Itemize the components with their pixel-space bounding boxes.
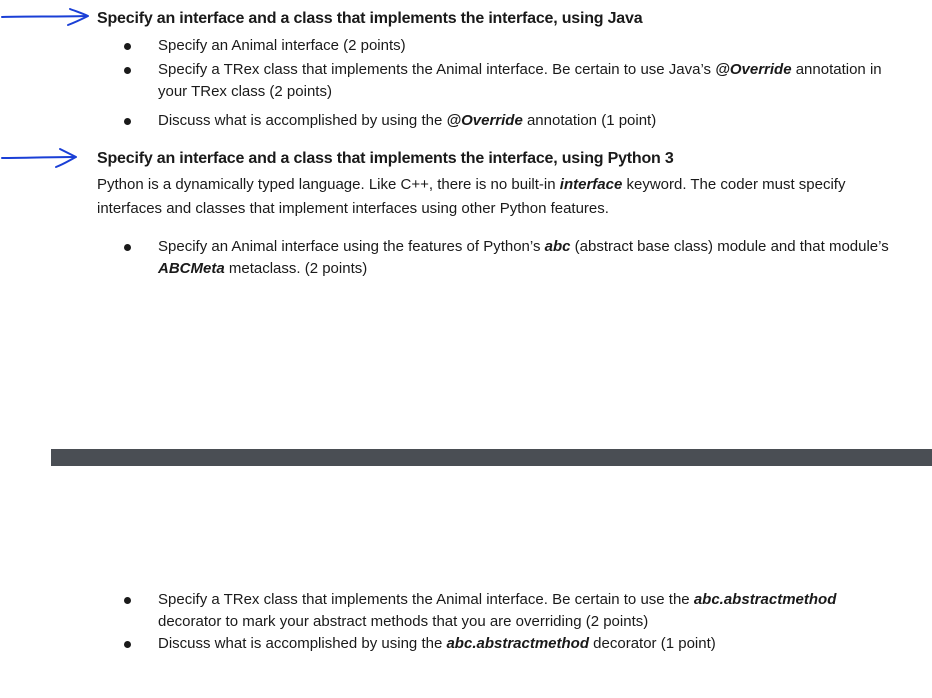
interface-keyword: interface [559,176,623,193]
bullet-dot [124,597,131,604]
override-keyword: @Override [446,112,523,129]
abstractmethod-keyword: abc.abstractmethod [446,635,590,652]
bullet-dot [124,244,131,251]
java-bullet-1: Specify an Animal interface (2 points) [158,37,406,54]
arrow-annotation-icon [0,6,92,28]
python-bullet-2: Specify a TRex class that implements the Animal interface. Be certain to use the abc.abstractmethod decorator to mark your abstract methods that you are overriding (2 points) [158,591,837,630]
abc-keyword: abc [544,238,571,255]
bullet-dot [124,43,131,50]
java-bullet-3: Discuss what is accomplished by using the @Override annotation (1 point) [158,112,657,129]
bullet-dot [124,118,131,125]
java-section-heading: Specify an interface and a class that implements the interface, using Java [97,10,643,27]
python-section-heading: Specify an interface and a class that implements the interface, using Python 3 [97,150,674,167]
bullet-dot [124,641,131,648]
bullet-dot [124,67,131,74]
python-bullet-3: Discuss what is accomplished by using the abc.abstractmethod decorator (1 point) [158,635,716,652]
python-intro-paragraph: Python is a dynamically typed language. Like C++, there is no built-in interface keyword. The coder must specify interfaces and classes that implement interfaces using other Python features. [97,176,846,217]
java-bullet-2: Specify a TRex class that implements the Animal interface. Be certain to use Java’s @Override annotation in your TRex class (2 points) [158,61,882,100]
python-bullet-1: Specify an Animal interface using the features of Python’s abc (abstract base class) module and that module’s ABCMeta metaclass. (2 points) [158,238,889,277]
abstractmethod-keyword: abc.abstractmethod [693,591,837,608]
page-divider [51,449,932,466]
override-keyword: @Override [715,61,792,78]
abcmeta-keyword: ABCMeta [158,260,225,277]
arrow-annotation-icon [0,146,80,170]
